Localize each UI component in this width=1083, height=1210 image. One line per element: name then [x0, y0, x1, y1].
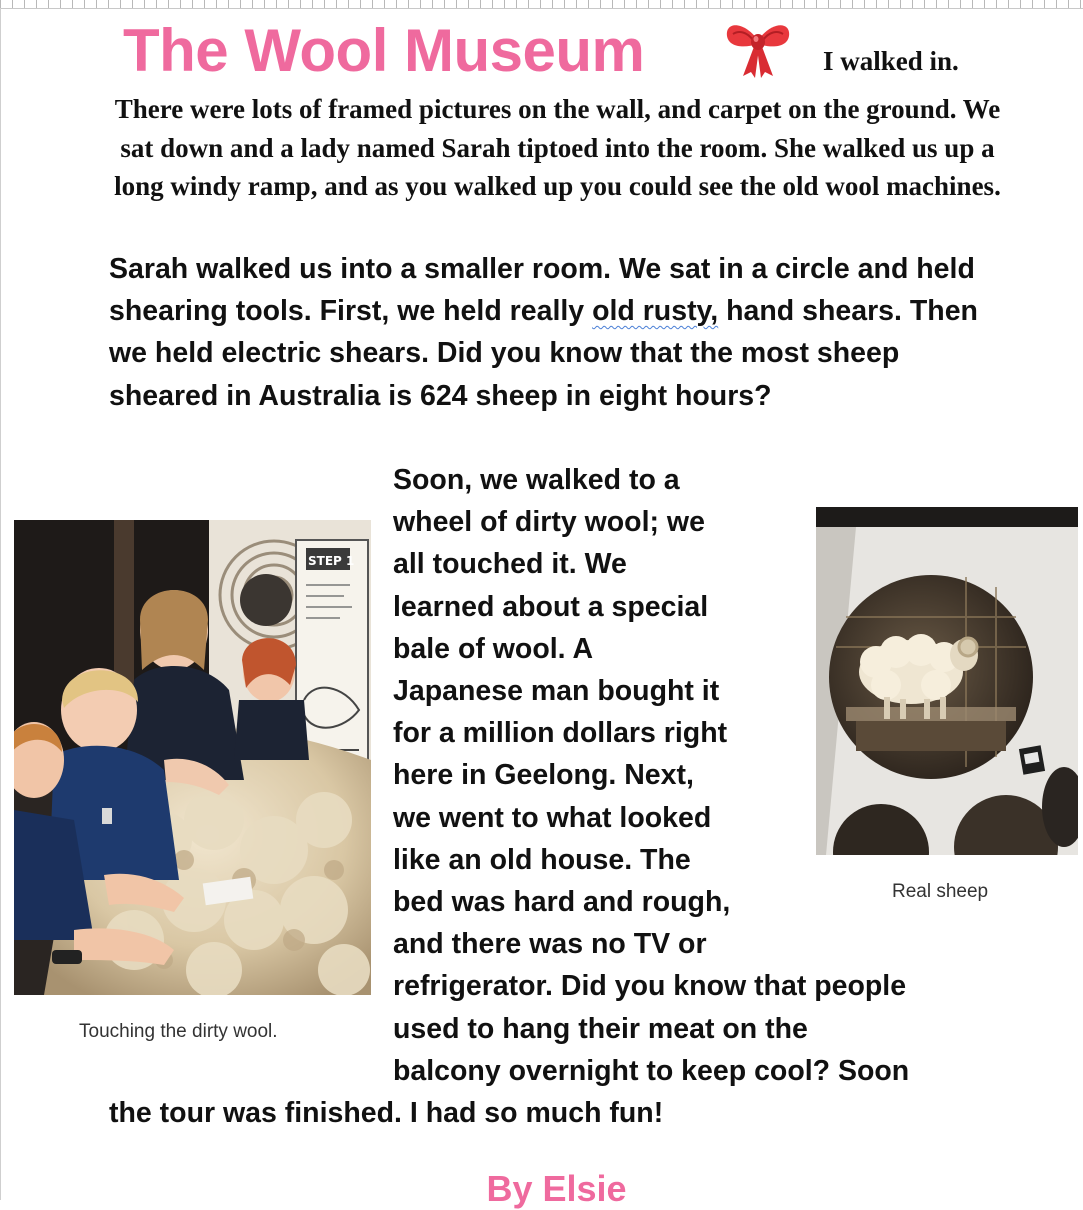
text-line: Japanese man bought it	[393, 675, 720, 708]
text-line: like an old house. The	[393, 843, 691, 876]
text-line: bale of wool. A	[393, 632, 594, 665]
bow-ribbon-icon	[723, 18, 793, 80]
text-line: Soon, we walked to a	[393, 464, 680, 496]
text-line: we went to what looked	[393, 801, 712, 834]
paragraph-tour-last-line: the tour was finished. I had so much fun!	[109, 1097, 664, 1129]
text-line: bed was hard and rough,	[393, 886, 731, 919]
paragraph-shearing-text-start: Sarah walked us into a smaller room. We sat in a circle and held shearing tools. First, we held really	[109, 253, 975, 328]
photo-real-sheep[interactable]	[816, 507, 1078, 855]
caption-touching-wool: Touching the dirty wool.	[79, 1021, 278, 1042]
photo-real-sheep-illustration	[816, 507, 1078, 855]
text-line: balcony overnight to keep cool? Soon	[393, 1054, 910, 1087]
paragraph-shearing-text-end: hand shears. Then we held electric shears. Did you know that the most sheep sheared in Australia is 624 sheep in eight hours?	[109, 295, 978, 412]
text-line: and there was no TV or	[393, 928, 707, 961]
text-line: refrigerator. Did you know that people	[393, 970, 907, 1003]
text-line: here in Geelong. Next,	[393, 759, 694, 792]
paragraph-shearing	[109, 248, 1009, 417]
document-title: The Wool Museum	[123, 17, 645, 84]
text-line: used to hang their meat on the	[393, 1012, 808, 1045]
author-byline: By Elsie	[486, 1168, 627, 1209]
photo-touching-wool[interactable]	[14, 520, 371, 995]
photo-touching-wool-illustration	[14, 520, 371, 995]
paragraph-arrival: There were lots of framed pictures on the wall, and carpet on the ground. We sat down and a lady named Sarah tiptoed into the room. She walked us up a long windy ramp, and as you walked up you could see the old wool machines.	[114, 94, 1001, 201]
intro-sentence: I walked in.	[823, 46, 959, 76]
text-line: learned about a special	[393, 590, 709, 623]
text-line: wheel of dirty wool; we	[393, 506, 705, 539]
text-line: all touched it. We	[393, 548, 627, 581]
text-line: for a million dollars right	[393, 717, 728, 750]
document-page	[0, 8, 1083, 1209]
caption-real-sheep: Real sheep	[892, 881, 989, 902]
spellcheck-flagged-text[interactable]: old rusty,	[592, 295, 719, 328]
sign-heading: STEP 1	[308, 554, 355, 568]
